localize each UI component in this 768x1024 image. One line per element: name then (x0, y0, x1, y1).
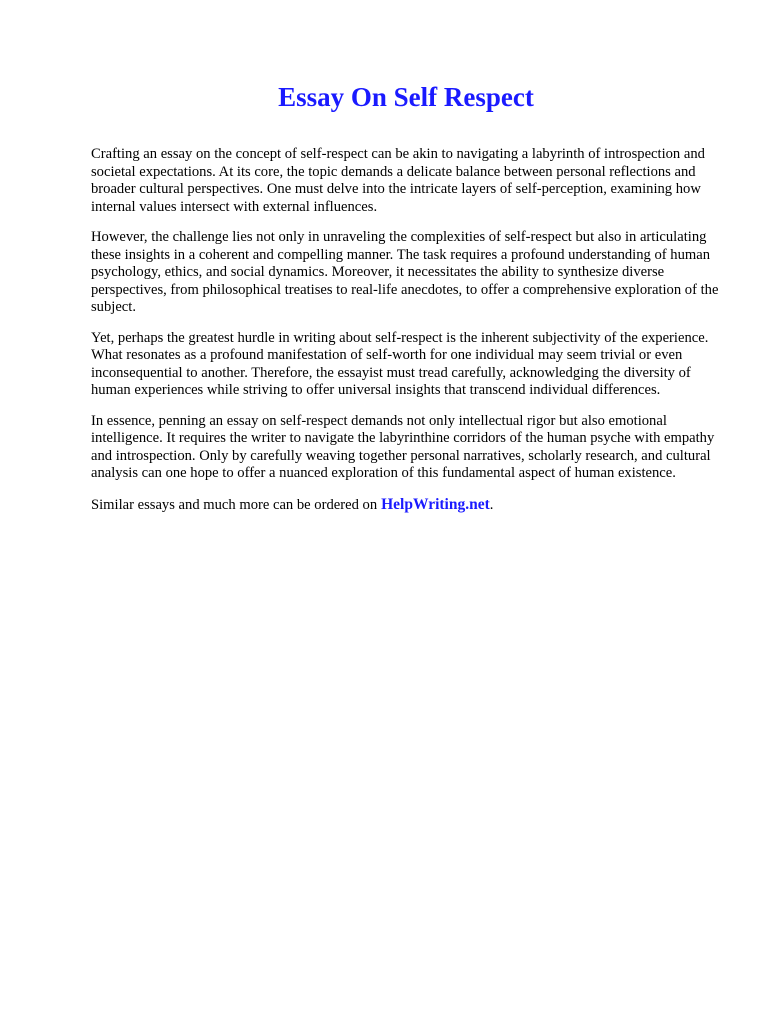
paragraph-4: In essence, penning an essay on self-respect demands not only intellectual rigor but also emotional intelligence. It requires the writer to navigate the labyrinthine corridors of the human psyche with empathy and introspection. Only by carefully weaving together personal narratives, scholarly research, and cultural analysis can one hope to offer a nuanced exploration of this fundamental aspect of human existence. (91, 412, 715, 481)
footer-prefix: Similar essays and much more can be ordered on (91, 496, 378, 513)
helpwriting-link[interactable]: HelpWriting.net (381, 495, 490, 513)
paragraph-3: Yet, perhaps the greatest hurdle in writing about self-respect is the inherent subjectivity of the experience. What resonates as a profound manifestation of self-worth for one individual may seem trivial or even inconsequential to another. Therefore, the essayist must tread carefully, acknowledging the diversity of human experiences while striving to offer universal insights that transcend individual differences. (91, 329, 709, 398)
essay-body (91, 146, 727, 514)
page-title: Essay On Self Respect (278, 82, 534, 112)
paragraph-1: Crafting an essay on the concept of self-respect can be akin to navigating a labyrinth of introspection and societal expectations. At its core, the topic demands a delicate balance between personal reflections and broader cultural perspectives. One must delve into the intricate layers of self-perception, examining how internal values intersect with external influences. (91, 146, 705, 215)
footer-suffix: . (489, 496, 494, 513)
footer-line (91, 496, 727, 515)
paragraph-2: However, the challenge lies not only in unraveling the complexities of self-respect but also in articulating these insights in a coherent and compelling manner. The task requires a profound understanding of human psychology, ethics, and social dynamics. Moreover, it necessitates the ability to synthesize diverse perspectives, from philosophical treatises to real-life anecdotes, to offer a comprehensive exploration of the subject. (91, 229, 719, 315)
